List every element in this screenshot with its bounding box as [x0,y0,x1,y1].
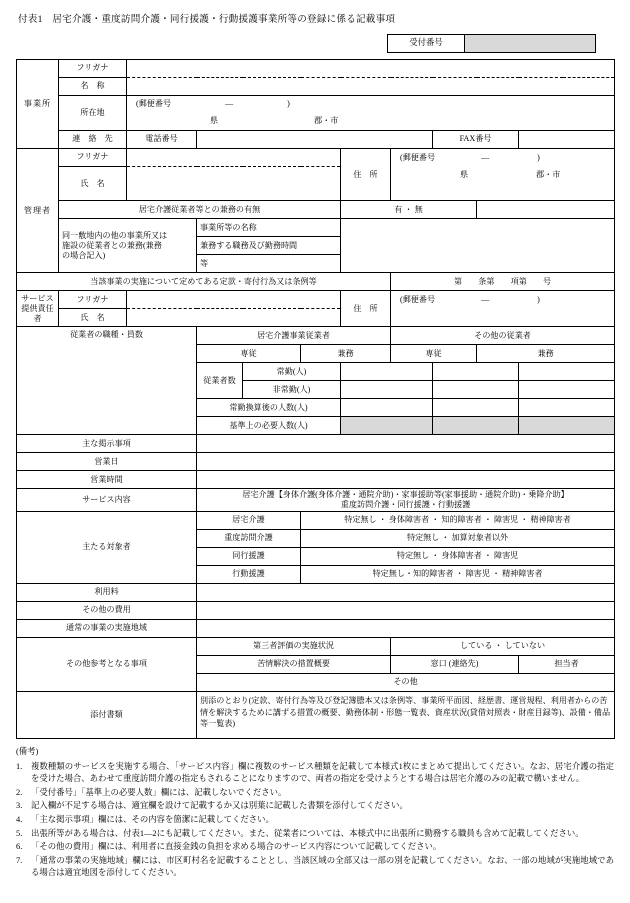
note-text: 出張所等がある場合は、付表1―2にも記載してください。また、従業者については、本様式中に出張所に勤務する職員も含めて記載してください。 [31,828,584,838]
table-row [17,489,615,511]
table-row [17,691,615,738]
office-contact-label: 連 絡 先 [59,130,127,148]
note-item [16,855,614,880]
note-item [16,787,614,800]
table-row [17,219,615,237]
table-row [17,166,615,183]
office-row-label: 事業所 [17,59,59,148]
staff-fte-v0[interactable] [341,399,433,417]
staff-regular-v1[interactable] [433,363,519,381]
staff-subcol-2: 専従 [391,345,477,363]
manager-postal-close: ) [537,152,540,162]
service-manager-name-label: 氏 名 [59,309,127,327]
office-fax-label: FAX番号 [433,130,519,148]
table-row [17,130,615,148]
manager-concurrent-no[interactable]: 無 [414,204,423,214]
office-tel-value[interactable] [197,130,433,148]
staff-regular-label: 常勤(人) [243,363,341,381]
target-name-3: 行動援護 [197,565,301,583]
manager-address-value[interactable] [391,183,615,201]
note-item [16,761,614,786]
manager-city-label: 郡・市 [536,169,561,179]
item-value-businessday[interactable] [197,453,615,471]
note-text: 複数種類のサービスを実施する場合、「サービス内容」欄に複数のサービス種類を記載して本様式1枚にまとめて提出してください。なお、居宅介護の指定を受けた場合、あわせて重度訪問介護の指定もされることになりますので、両者の指定を受けようとする場合は居宅介護のみの記載で構いません。 [31,761,614,784]
staff-fte-label: 常勤換算後の人数(人) [197,399,341,417]
item-label-businessday: 営業日 [17,453,197,471]
table-row [17,95,615,113]
manager-other-office-item-0: 事業所等の名称 [197,219,341,237]
notes-section [16,746,614,880]
service-manager-postal-dash: ― [481,295,490,305]
manager-other-office-value-2[interactable] [341,255,615,273]
note-number: 6. [16,842,23,852]
staff-subcol-3: 兼務 [477,345,615,363]
manager-address-label: 住 所 [341,148,391,201]
note-number: 1. [16,761,23,771]
note-number: 3. [16,801,23,811]
office-postal-dash: ― [225,99,234,109]
service-content-line2: 重度訪問介護・同行援護・行動援護 [340,500,471,510]
table-row [17,511,615,529]
manager-furigana-value[interactable] [127,148,341,166]
note-number: 4. [16,814,23,824]
office-postal-line[interactable] [127,95,615,113]
staff-count-label: 従業者数 [197,363,243,399]
item-value-businesshours[interactable] [197,471,615,489]
staff-col-home-care: 居宅介護事業従業者 [197,327,391,345]
notes-heading: (備考) [16,746,39,756]
table-row [17,435,615,453]
service-manager-label-line2: 提供責任者 [21,304,54,323]
manager-other-office-value-0[interactable] [341,219,615,237]
receipt-number-box [387,34,596,53]
regulation-article[interactable]: 第 条第 項第 号 [391,273,615,291]
staff-subcol-0: 専従 [197,345,301,363]
manager-address-mid[interactable] [391,166,615,183]
table-row [17,619,615,637]
service-manager-postal-line[interactable] [391,291,615,309]
reference-value-1[interactable]: 窓口 (連絡先) [391,655,519,673]
manager-other-office-label [59,219,197,273]
table-row [17,327,615,345]
target-value-0[interactable]: 特定無し ・ 身体障害者 ・ 知的障害者 ・ 障害児 ・ 精神障害者 [301,511,615,529]
target-name-1: 重度訪問介護 [197,529,301,547]
note-text: 「その他の費用」欄には、利用者に直接金銭の負担を求める場合のサービス内容について記載してください。 [31,842,442,852]
manager-name-label: 氏 名 [59,166,127,201]
item-label-fee: 利用料 [17,583,197,601]
staff-section-label: 従業者の職種・員数 [17,327,197,435]
target-value-2[interactable]: 特定無し ・ 身体障害者 ・ 障害児 [301,547,615,565]
table-row [17,291,615,309]
item-label-area: 通常の事業の実施地域 [17,619,197,637]
manager-other-office-line3: の場合記入) [62,250,106,260]
office-name-label: 名 称 [59,77,127,95]
table-row [17,201,615,219]
reference-name-2: その他 [197,673,615,691]
item-value-area[interactable] [197,619,615,637]
staff-required-label: 基準上の必要人数(人) [197,417,341,435]
item-label-othercost: その他の費用 [17,601,197,619]
service-manager-row-label [17,291,59,327]
receipt-number-label: 受付番号 [388,35,465,52]
service-content-value [197,489,615,511]
note-number: 5. [16,828,23,838]
attachments-label: 添付書類 [17,691,197,738]
staff-fte-v1[interactable] [433,399,519,417]
manager-pref-label: 県 [460,169,469,179]
staff-regular-v2[interactable] [519,363,615,381]
table-row [17,471,615,489]
manager-concurrent-sep: ・ [404,204,413,214]
target-name-2: 同行援護 [197,547,301,565]
staff-required-v2 [519,417,615,435]
reference-name-0: 第三者評価の実施状況 [197,637,391,655]
staff-parttime-v2[interactable] [519,381,615,399]
targets-label: 主たる対象者 [17,511,197,583]
service-manager-postal-close: ) [537,295,540,305]
table-row [17,453,615,471]
manager-other-office-line2: 施設の従業者との兼務(兼務 [62,241,162,251]
table-row [17,637,615,655]
note-text: 「受付番号」「基準上の必要人数」欄には、記載しないでください。 [31,787,287,797]
service-manager-address-value[interactable] [391,309,615,327]
service-manager-postal-label: (郵便番号 [400,295,436,305]
office-postal-label: (郵便番号 [136,99,172,109]
reference-name-1: 苦情解決の措置概要 [197,655,391,673]
page-title: 付表1 居宅介護・重度訪問介護・同行援護・行動援護事業所等の登録に係る記載事項 [18,14,396,25]
office-tel-label: 電話番号 [127,130,197,148]
service-manager-furigana-label: フリガナ [59,291,127,309]
office-name-value[interactable] [127,77,615,95]
staff-parttime-v0[interactable] [341,381,433,399]
table-row [17,77,615,95]
table-row [17,601,615,619]
office-city-label: 郡・市 [314,116,339,126]
manager-row-label: 管理者 [17,148,59,273]
note-item [16,800,614,813]
target-value-3[interactable]: 特定無し・知的障害者 ・ 障害児 ・ 精神障害者 [301,565,615,583]
registration-form-table [16,59,615,739]
reference-value-1b[interactable]: 担当者 [519,655,615,673]
staff-parttime-label: 非常勤(人) [243,381,341,399]
manager-other-office-item-2: 等 [197,255,341,273]
manager-concurrent-yes[interactable]: 有 [394,204,403,214]
manager-furigana-label: フリガナ [59,148,127,166]
note-item [16,841,614,854]
office-furigana-label: フリガナ [59,59,127,77]
item-value-othercost[interactable] [197,601,615,619]
staff-regular-v0[interactable] [341,363,433,381]
office-fax-value[interactable] [519,130,615,148]
regulation-label: 当該事業の実施について定めてある定款・寄付行為又は条例等 [17,273,391,291]
item-value-posting[interactable] [197,435,615,453]
note-item [16,828,614,841]
item-label-posting: 主な掲示事項 [17,435,197,453]
item-label-businesshours: 営業時間 [17,471,197,489]
manager-other-office-item-1: 兼務する職務及び勤務時間 [197,237,341,255]
table-row [17,273,615,291]
manager-postal-dash: ― [481,152,490,162]
service-content-label: サービス内容 [17,489,197,511]
office-address-label: 所在地 [59,95,127,130]
office-pref-label: 県 [210,116,219,126]
table-row [17,59,615,77]
manager-concurrent-choice[interactable] [341,201,477,219]
manager-name-value[interactable] [127,166,341,201]
note-number: 2. [16,787,23,797]
note-text: 「主な掲示事項」欄には、その内容を箇潔に記載してください。 [31,814,274,824]
manager-postal-label: (郵便番号 [400,152,436,162]
service-manager-label-line1: サービス [21,294,54,304]
reference-label: その他参考となる事項 [17,637,197,691]
manager-other-office-value-1[interactable] [341,237,615,255]
note-text: 「通常の事業の実施地域」欄には、市区町村名を記載することとし、当該区域の全部又は一部の別を記載してください。なお、一部の地域が実施地域である場合は適宜地図を添付してください。 [31,855,614,878]
receipt-number-row [16,34,614,53]
office-address-value[interactable] [127,113,615,131]
manager-concurrent-label: 居宅介護従業者等との兼務の有無 [59,201,341,219]
service-manager-address-label: 住 所 [341,291,391,327]
staff-fte-v2[interactable] [519,399,615,417]
reference-value-0[interactable]: している ・ していない [391,637,615,655]
service-content-line1: 居宅介護【身体介護(身体介護・通院介助)・家事援助等(家事援助・通院介助)・乗降介助】 [242,490,569,500]
staff-required-v1 [433,417,519,435]
office-postal-close: ) [287,99,290,109]
service-manager-furigana-value[interactable] [127,291,341,309]
note-number: 7. [16,855,23,865]
staff-col-other: その他の従業者 [391,327,615,345]
target-value-1[interactable]: 特定無し ・ 加算対象者以外 [301,529,615,547]
item-value-fee[interactable] [197,583,615,601]
attachments-text: 別添のとおり(定款、寄付行為等及び登記簿謄本又は条例等、事業所平面図、経歴書、運営規程、利用者からの苦情を解決するために講ずる措置の概要、勤務体制・形態一覧表、資産状況(貸借対照表・財産目録等)、設備・備品等一覧表) [197,691,615,738]
service-manager-name-value[interactable] [127,309,341,327]
manager-other-office-line1: 同一敷地内の他の事業所又は [62,231,168,241]
manager-postal-line[interactable] [391,148,615,166]
table-row [17,148,615,166]
target-name-0: 居宅介護 [197,511,301,529]
note-item [16,814,614,827]
manager-concurrent-blank [477,201,615,219]
note-text: 記入欄が不足する場合は、適宜欄を設けて記載するか又は別葉に記載した書類を添付してください。 [31,801,408,811]
receipt-number-value [465,35,595,52]
staff-subcol-1: 兼務 [301,345,391,363]
table-row [17,583,615,601]
office-furigana-value[interactable] [127,59,615,77]
staff-required-v0 [341,417,433,435]
staff-parttime-v1[interactable] [433,381,519,399]
table-row [17,309,615,327]
